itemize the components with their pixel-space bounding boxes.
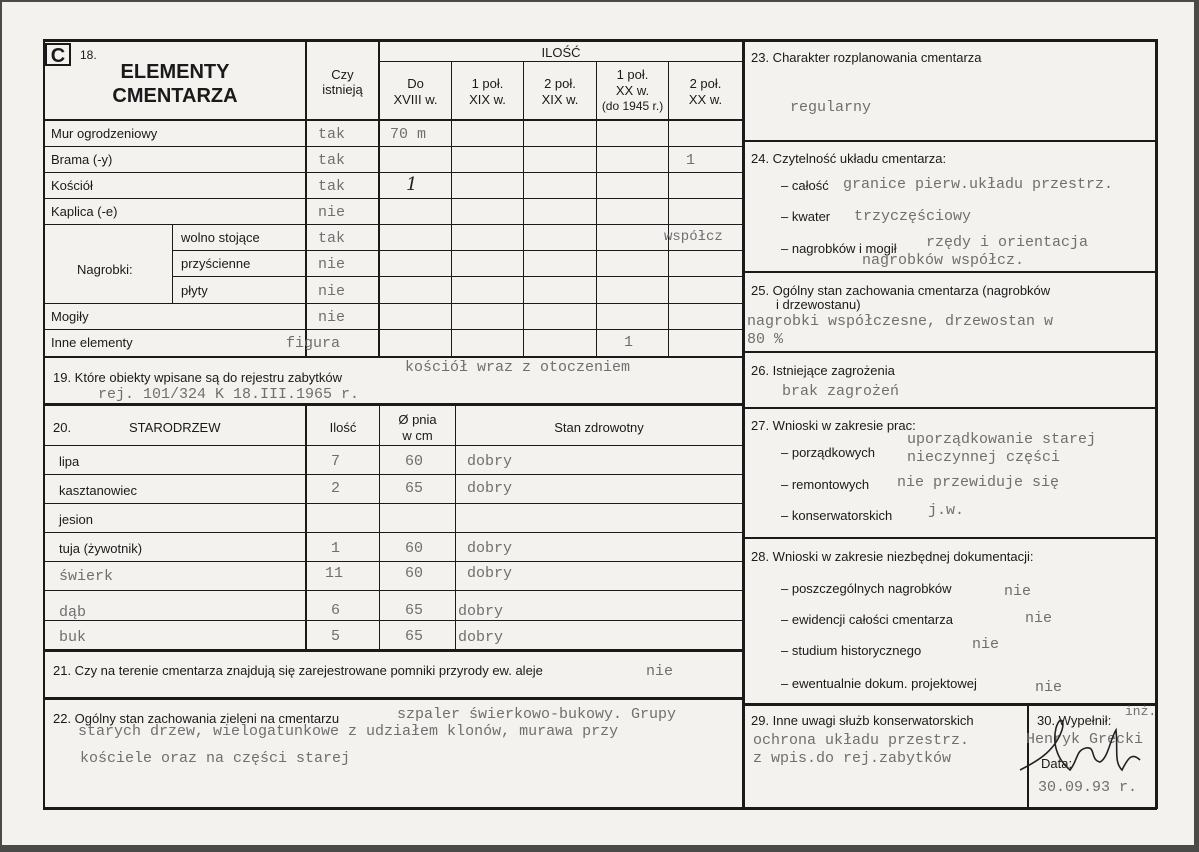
quantity-value: 70 m <box>390 126 427 143</box>
section-27-value: uporządkowanie starej <box>907 431 1097 448</box>
section-26-label: 26. Istniejące zagrożenia <box>751 363 895 378</box>
period-header: Do <box>407 76 424 91</box>
section-24-value: granice pierw.układu przestrz. <box>843 176 1114 193</box>
filled-by-name: Henryk Grecki <box>1026 731 1144 748</box>
section-25-label: 25. Ogólny stan zachowania cmentarza (nagrobków <box>751 283 1051 298</box>
element-label: Kościół <box>51 178 93 193</box>
element-label: Mogiły <box>51 309 89 324</box>
section-24-sub: – całość <box>781 178 829 193</box>
signature <box>1010 700 1150 790</box>
element-label: płyty <box>181 283 208 298</box>
section-27-sub: – porządkowych <box>781 445 875 460</box>
tree-state: dobry <box>467 453 513 470</box>
element-label: Brama (-y) <box>51 152 113 167</box>
section-28-value: nie <box>1035 679 1063 696</box>
tree-name: kasztanowiec <box>59 483 138 498</box>
section-19-label: 19. Które obiekty wpisane są do rejestru zabytków <box>53 370 343 385</box>
exists-value: tak <box>318 178 346 195</box>
period-header: 2 poł. <box>544 76 576 91</box>
element-label: Kaplica (-e) <box>51 204 118 219</box>
section-27-sub: – konserwatorskich <box>781 508 893 523</box>
section-25-label: i drzewostanu) <box>776 297 861 312</box>
section-24-value: rzędy i orientacja <box>926 234 1089 251</box>
section-19-value: rej. 101/324 K 18.III.1965 r. <box>98 386 360 403</box>
tree-name: dąb <box>59 604 87 621</box>
tree-diameter: 60 <box>405 453 424 470</box>
tree-diameter: 65 <box>405 628 424 645</box>
quantity-value: 1 <box>406 174 418 195</box>
section-21-label: 21. Czy na terenie cmentarza znajdują się zarejestrowane pomniki przyrody ew. aleje <box>53 663 543 678</box>
tree-qty: 2 <box>331 480 341 497</box>
section-27-sub: – remontowych <box>781 477 870 492</box>
section-number: 18. <box>80 48 97 62</box>
nagrobki-label: Nagrobki: <box>77 262 133 277</box>
section-29-value: ochrona układu przestrz. <box>753 732 970 749</box>
section-22-value: kościele oraz na części starej <box>80 750 351 767</box>
tree-name: buk <box>59 629 87 646</box>
tree-name: świerk <box>59 568 114 585</box>
exists-value: nie <box>318 309 346 326</box>
tree-qty: 7 <box>331 453 341 470</box>
section-25-value: 80 % <box>747 331 784 348</box>
tree-diameter: 65 <box>405 602 424 619</box>
starodrzew-qty-header: Ilość <box>329 420 357 435</box>
tree-diameter: 65 <box>405 480 424 497</box>
section-30-label: 30. Wypełnił: <box>1037 713 1112 728</box>
tree-state: dobry <box>467 540 513 557</box>
period-header: 1 poł. <box>471 76 504 91</box>
section-28-sub: – poszczególnych nagrobków <box>781 581 952 596</box>
tree-qty: 11 <box>325 565 344 582</box>
section-24-value: nagrobków współcz. <box>862 252 1025 269</box>
quantity-value: 1 <box>624 334 634 351</box>
date-label: Data: <box>1041 756 1073 771</box>
section-28-value: nie <box>972 636 1000 653</box>
section-22-value: szpaler świerkowo-bukowy. Grupy <box>397 706 677 723</box>
tree-qty: 6 <box>331 602 341 619</box>
period-header: XIX w. <box>469 92 506 107</box>
section-22-label: 22. Ogólny stan zachowania zieleni na cmentarzu <box>53 711 340 726</box>
starodrzew-title: STARODRZEW <box>129 420 221 435</box>
section-28-sub: – ewentualnie dokum. projektowej <box>781 676 977 691</box>
section-29-label: 29. Inne uwagi służb konserwatorskich <box>751 713 974 728</box>
exists-value: nie <box>318 204 346 221</box>
section-19-value: kościół wraz z otoczeniem <box>405 359 631 376</box>
section-23-label: 23. Charakter rozplanowania cmentarza <box>751 50 982 65</box>
tree-state: dobry <box>458 629 504 646</box>
starodrzew-diam-header: w cm <box>402 428 433 443</box>
section-26-value: brak zagrożeń <box>782 383 900 400</box>
section-28-label: 28. Wnioski w zakresie niezbędnej dokumentacji: <box>751 549 1034 564</box>
elements-title-line1: ELEMENTY <box>120 61 230 83</box>
exists-value: nie <box>318 283 346 300</box>
section-27-value: nieczynnej części <box>907 449 1061 466</box>
element-label: przyścienne <box>181 256 251 271</box>
section-24-sub: – nagrobków i mogił <box>781 241 897 256</box>
section-21-value: nie <box>646 663 674 680</box>
element-label: Mur ogrodzeniowy <box>51 126 158 141</box>
section-letter-box: C <box>45 43 71 66</box>
section-23-value: regularny <box>790 99 872 116</box>
tree-state: dobry <box>467 565 513 582</box>
period-header: XIX w. <box>541 92 579 107</box>
tree-diameter: 60 <box>405 540 424 557</box>
exists-value: tak <box>318 230 346 247</box>
section-27-value: nie przewiduje się <box>897 474 1060 491</box>
czy-header: Czy <box>331 67 354 82</box>
czy-header-2: istnieją <box>322 82 363 97</box>
period-header: XX w. <box>688 92 723 107</box>
section-27-label: 27. Wnioski w zakresie prac: <box>751 418 916 433</box>
date-value: 30.09.93 r. <box>1038 779 1138 796</box>
tree-qty: 1 <box>331 540 341 557</box>
section-28-sub: – ewidencji całości cmentarza <box>781 612 953 627</box>
section-30-title: inż. <box>1125 704 1157 719</box>
section-25-value: nagrobki współczesne, drzewostan w <box>747 313 1054 330</box>
tree-state: dobry <box>458 603 504 620</box>
tree-diameter: 60 <box>405 565 424 582</box>
section-28-sub: – studium historycznego <box>781 643 922 658</box>
section-22-value: starych drzew, wielogatunkowe z udziałem klonów, murawa przy <box>78 723 619 740</box>
element-label: Inne elementy <box>51 335 133 350</box>
exists-value: nie <box>318 256 346 273</box>
section-27-value: j.w. <box>928 502 965 519</box>
period-header: 2 poł. <box>689 76 722 91</box>
tree-qty: 5 <box>331 628 341 645</box>
section-24-label: 24. Czytelność układu cmentarza: <box>751 151 947 166</box>
tree-name: lipa <box>59 454 80 469</box>
section-24-sub: – kwater <box>781 209 831 224</box>
section-29-value: z wpis.do rej.zabytków <box>753 750 952 767</box>
period-header: (do 1945 r.) <box>601 99 664 113</box>
tree-state: dobry <box>467 480 513 497</box>
ilosc-header: ILOŚĆ <box>541 45 581 60</box>
tree-name: tuja (żywotnik) <box>59 541 143 556</box>
exists-value: figura <box>286 335 341 352</box>
period-header: 1 poł. <box>616 67 649 82</box>
starodrzew-state-header: Stan zdrowotny <box>554 420 644 435</box>
period-header: XX w. <box>615 83 650 98</box>
quantity-value: współcz <box>664 229 723 245</box>
section-28-value: nie <box>1025 610 1053 627</box>
section-28-value: nie <box>1004 583 1032 600</box>
tree-name: jesion <box>59 512 93 527</box>
section-20-number: 20. <box>53 420 72 435</box>
section-24-value: trzyczęściowy <box>854 208 972 225</box>
starodrzew-diam-header: Ø pnia <box>398 412 437 427</box>
quantity-value: 1 <box>686 152 696 169</box>
period-header: XVIII w. <box>393 92 438 107</box>
elements-title-line2: CMENTARZA <box>112 85 238 107</box>
exists-value: tak <box>318 126 346 143</box>
element-label: wolno stojące <box>181 230 260 245</box>
exists-value: tak <box>318 152 346 169</box>
